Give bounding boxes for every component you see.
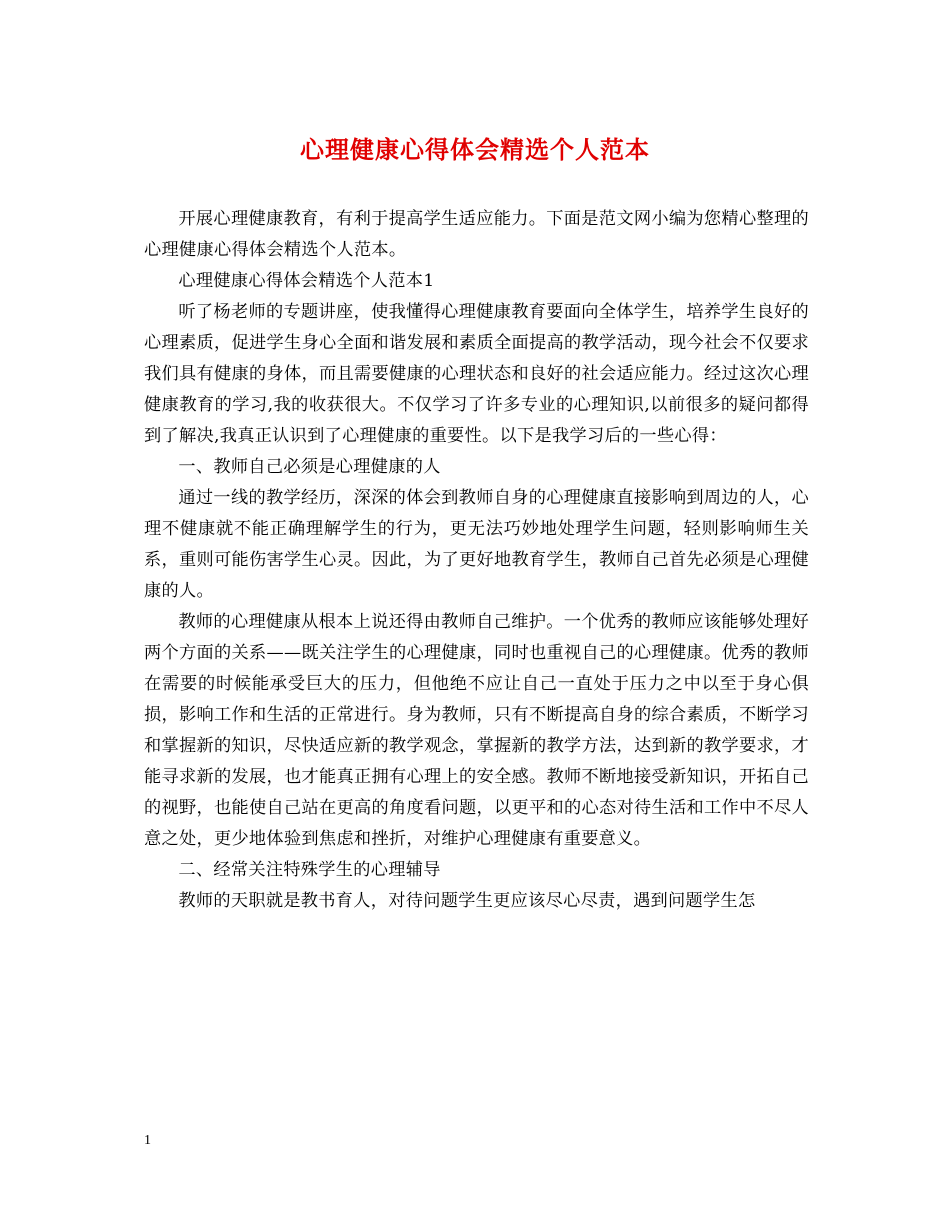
paragraph-teaching-experience: 通过一线的教学经历，深深的体会到教师自身的心理健康直接影响到周边的人，心理不健康就不能正确理解学生的行为，更无法巧妙地处理学生问题，轻则影响师生关系，重则可能伤害学生心灵。因此，为了更好地教育学生，教师自己首先必须是心理健康的人。 (144, 488, 809, 601)
paragraph-teacher-health: 教师的心理健康从根本上说还得由教师自己维护。一个优秀的教师应该能够处理好两个方面的关系——既关注学生的心理健康，同时也重视自己的心理健康。优秀的教师在需要的时候能承受巨大的压力，但他绝不应让自己一直处于压力之中以至于身心俱损，影响工作和生活的正常进行。身为教师，只有不断提高自身的综合素质，不断学习和掌握新的知识，尽快适应新的教学观念，掌握新的教学方法，达到新的教学要求，才能寻求新的发展，也才能真正拥有心理上的安全感。教师不断地接受新知识，开拓自己的视野，也能使自己站在更高的角度看问题，以更平和的心态对待生活和工作中不尽人意之处，更少地体验到焦虑和挫折，对维护心理健康有重要意义。 (144, 612, 809, 849)
document-title: 心理健康心得体会精选个人范本 (300, 135, 650, 164)
paragraph-section-heading: 心理健康心得体会精选个人范本1 (178, 271, 435, 291)
paragraph-heading-one: 一、教师自己必须是心理健康的人 (178, 457, 441, 477)
paragraph-lecture: 听了杨老师的专题讲座，使我懂得心理健康教育要面向全体学生，培养学生良好的心理素质，促进学生身心全面和谐发展和素质全面提高的教学活动，现今社会不仅要求我们具有健康的身体，而且需要健康的心理状态和良好的社会适应能力。经过这次心理健康教育的学习,我的收获很大。不仅学习了许多专业的心理知识,以前很多的疑问都得到了解决,我真正认识到了心理健康的重要性。以下是我学习后的一些心得： (144, 302, 809, 446)
paragraph-heading-two: 二、经常关注特殊学生的心理辅导 (178, 860, 441, 880)
page-number: 1 (144, 1133, 151, 1148)
paragraph-teacher-duty: 教师的天职就是教书育人，对待问题学生更应该尽心尽责，遇到问题学生怎 (178, 891, 756, 911)
document-body (144, 204, 809, 917)
paragraph-intro: 开展心理健康教育，有利于提高学生适应能力。下面是范文网小编为您精心整理的心理健康心得体会精选个人范本。 (144, 209, 809, 260)
